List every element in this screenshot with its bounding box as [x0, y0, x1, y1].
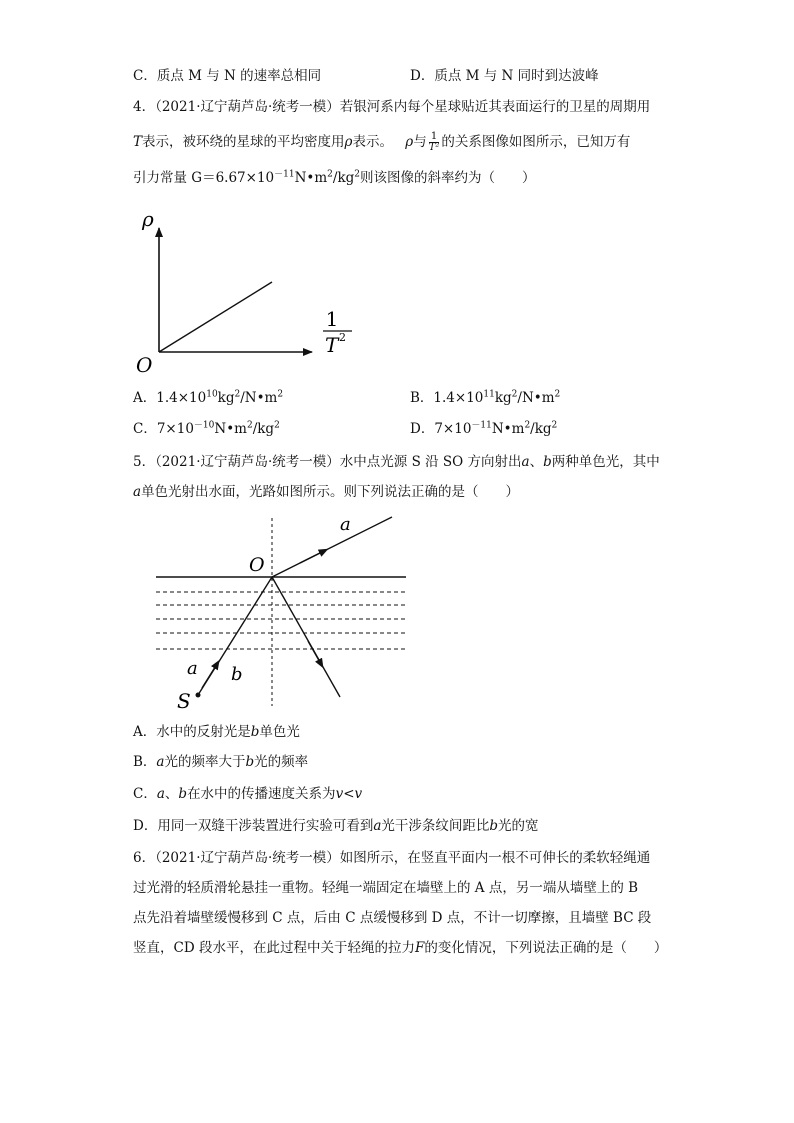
- q6-stem-line3: 点先沿着墙壁缓慢移到 C 点，后由 C 点缓慢移到 D 点，不计一切摩擦，且墙壁 BC 段: [133, 910, 652, 926]
- q5-stem-line1: 5．（2021·辽宁葫芦岛·统考一模）水中点光源 S 沿 SO 方向射出a、b两种单色光，其中: [133, 454, 660, 470]
- q5-option-b: B．a光的频率大于b光的频率: [133, 754, 309, 770]
- q3-option-c: C．质点 M 与 N 的速率总相同: [133, 68, 322, 84]
- q4-rho-vs-inverse-t2-graph: [130, 200, 370, 380]
- q4-rho: ρ: [405, 134, 414, 150]
- q5-option-d: D．用同一双缝干涉装置进行实验可看到a光干涉条纹间距比b光的宽: [133, 818, 539, 834]
- label-a-bottom: a: [187, 658, 198, 679]
- refracted-ray-a-arrow: [300, 551, 324, 563]
- q5-option-a: A．水中的反射光是b单色光: [133, 724, 300, 740]
- water-dashed-lines: [156, 592, 406, 649]
- q4-stem-line3: 引力常量 $G=6.67\times 10^{-11}N•m^2/kg^2$则该图像的斜率约为（ ）: [133, 169, 536, 186]
- label-b: b: [231, 664, 243, 685]
- q6-stem-line2: 过光滑的轻质滑轮悬挂一重物。轻绳一端固定在墙壁上的 A 点，另一端从墙壁上的 B: [133, 880, 639, 896]
- origin-label: O: [136, 353, 153, 377]
- q4-stem-line1: 4．（2021·辽宁葫芦岛·统考一模）若银河系内每个星球贴近其表面运行的卫星的周期用: [133, 99, 651, 115]
- q4-stem-line2: [133, 132, 630, 153]
- x-axis-label-den: T: [325, 333, 339, 357]
- refracted-ray-a: [272, 517, 392, 577]
- y-axis-label: ρ: [142, 207, 154, 231]
- light-source-point: [196, 693, 201, 698]
- label-s: S: [177, 689, 191, 713]
- q5-option-c: C．a、b在水中的传播速度关系为v<v: [133, 786, 363, 802]
- q5-light-path-diagram: [150, 510, 420, 715]
- q5-stem-line2: a单色光射出水面，光路如图所示。则下列说法正确的是（ ）: [133, 484, 520, 500]
- q4-text: 与: [413, 134, 427, 150]
- q6-stem-line4: 竖直，CD 段水平，在此过程中关于轻绳的拉力F的变化情况，下列说法正确的是（ ）: [133, 940, 668, 956]
- q4-text: 的关系图像如图所示，已知万有: [441, 134, 631, 150]
- q4-option-c: C．$7\times 10^{-10}N•m^2/kg^2$: [133, 420, 280, 437]
- incident-ray-arrow: [202, 664, 217, 688]
- q4-inline-fraction: $\frac{1}{\text{T²}}$: [428, 131, 440, 153]
- label-o: O: [249, 554, 265, 576]
- q4-text: 表示，被环绕的星球的平均密度用: [142, 134, 345, 150]
- reflected-ray-arrow: [308, 641, 321, 664]
- q4-option-b: B．$1.4\times 10^{11}kg^2/N•m^2$: [410, 389, 561, 406]
- x-axis-label-num: 1: [325, 307, 339, 331]
- q4-option-d: D．$7\times 10^{-11}N•m^2/kg^2$: [410, 420, 558, 437]
- x-axis-label-exp: 2: [339, 331, 346, 344]
- label-a-top: a: [340, 514, 351, 535]
- q4-period-symbol: T: [133, 134, 143, 150]
- q4-rho: ρ: [344, 134, 353, 150]
- q4-option-a: A．$1.4\times 10^{10}kg^2/N•m^2$: [133, 389, 284, 406]
- graph-line: [159, 282, 272, 352]
- q3-option-d: D．质点 M 与 N 同时到达波峰: [410, 68, 599, 84]
- reflected-ray: [272, 577, 340, 697]
- q4-text: 表示。: [352, 134, 393, 150]
- q6-stem-line1: 6．（2021·辽宁葫芦岛·统考一模）如图所示，在竖直平面内一根不可伸长的柔软轻绳通: [133, 850, 651, 866]
